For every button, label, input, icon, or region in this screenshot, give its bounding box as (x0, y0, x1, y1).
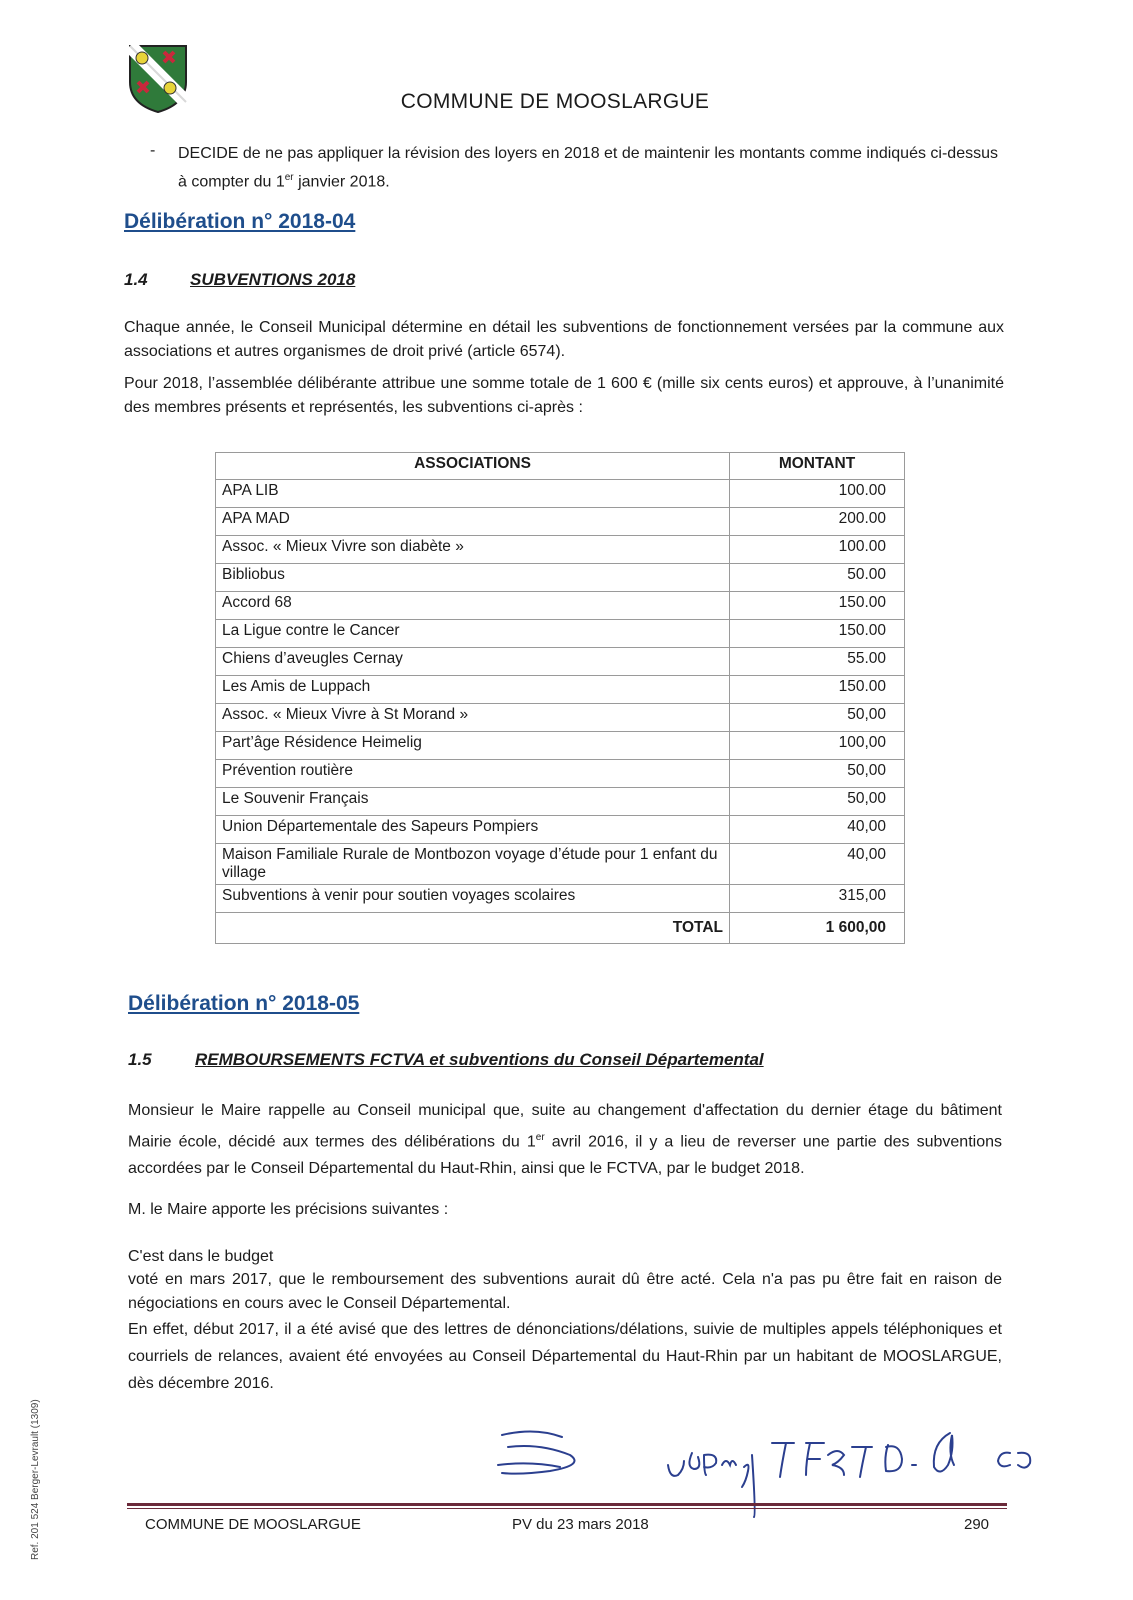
association-name-cell: Part’âge Résidence Heimelig (216, 732, 730, 760)
table-row (216, 844, 905, 885)
side-reference: Ref. 201 524 Berger-Levrault (1309) (30, 1399, 41, 1560)
paragraph-budget-rest: voté en mars 2017, que le remboursement des subventions aurait dû être acté. Cela n'a pas pu être fait en raison de négociations en cours avec le Conseil Départemental. (128, 1271, 1002, 1312)
table-row (216, 536, 905, 564)
table-row (216, 564, 905, 592)
footer-rule-thin (127, 1508, 1007, 1509)
bullet-dash: - (150, 142, 156, 159)
column-header-associations: ASSOCIATIONS (216, 453, 730, 480)
association-name-cell: Assoc. « Mieux Vivre à St Morand » (216, 704, 730, 732)
deliberation-heading-2018-05: Délibération n° 2018-05 (128, 992, 360, 1015)
amount-cell: 100.00 (730, 536, 905, 564)
page-header-title: COMMUNE DE MOOSLARGUE (400, 90, 710, 113)
association-name-cell: Le Souvenir Français (216, 788, 730, 816)
table-row (216, 885, 905, 913)
subventions-table (215, 452, 905, 944)
association-name-cell: APA MAD (216, 508, 730, 536)
amount-cell: 55.00 (730, 648, 905, 676)
amount-cell: 40,00 (730, 816, 905, 844)
association-name-cell: Chiens d’aveugles Cernay (216, 648, 730, 676)
association-name-cell: Prévention routière (216, 760, 730, 788)
paragraph-budget-line1: C'est dans le budget (128, 1248, 274, 1265)
association-name-cell: La Ligue contre le Cancer (216, 620, 730, 648)
table-row (216, 508, 905, 536)
association-name-cell: Accord 68 (216, 592, 730, 620)
association-name-cell: Subventions à venir pour soutien voyages scolaires (216, 885, 730, 913)
table-row (216, 760, 905, 788)
amount-cell: 150.00 (730, 620, 905, 648)
table-row (216, 676, 905, 704)
association-name-cell: Les Amis de Luppach (216, 676, 730, 704)
association-name-cell: Union Départementale des Sapeurs Pompiers (216, 816, 730, 844)
table-body (216, 480, 905, 913)
association-name-cell: APA LIB (216, 480, 730, 508)
amount-cell: 100,00 (730, 732, 905, 760)
footer-pv-date: PV du 23 mars 2018 (512, 1516, 649, 1533)
amount-cell: 150.00 (730, 592, 905, 620)
table-total-row (216, 913, 905, 944)
table-header-row (216, 453, 905, 480)
amount-cell: 50,00 (730, 704, 905, 732)
table-row (216, 732, 905, 760)
footer-page-number: 290 (964, 1516, 990, 1533)
total-amount: 1 600,00 (730, 913, 905, 944)
amount-cell: 50.00 (730, 564, 905, 592)
footer-commune: COMMUNE DE MOOSLARGUE (145, 1516, 361, 1533)
association-name-cell: Maison Familiale Rurale de Montbozon voyage d’étude pour 1 enfant du village (216, 844, 730, 885)
association-name-cell: Assoc. « Mieux Vivre son diabète » (216, 536, 730, 564)
paragraph-maire-rappelle: Monsieur le Maire rappelle au Conseil municipal que, suite au changement d'affectation du dernier étage du bâtiment Mairie école, décidé aux termes des délibérations du 1er avril 2016, il y a lieu de reverser une partie des subventions accordées par le Conseil Départemental du Haut-Rhin, ainsi que le FCTVA, par le budget 2018. (128, 1102, 1002, 1178)
amount-cell: 50,00 (730, 788, 905, 816)
association-name-cell: Bibliobus (216, 564, 730, 592)
paragraph-en-effet: En effet, début 2017, il a été avisé que des lettres de dénonciations/délations, suivie de multiples appels téléphoniques et courriels de relances, avaient été envoyées au Conseil Départemental du Haut-Rhin par un habitant de MOOSLARGUE, dès décembre 2016. (128, 1321, 1002, 1392)
table-row (216, 816, 905, 844)
amount-cell: 315,00 (730, 885, 905, 913)
table-row (216, 592, 905, 620)
column-header-montant: MONTANT (730, 453, 905, 480)
amount-cell: 40,00 (730, 844, 905, 885)
table-row (216, 648, 905, 676)
paragraph-subventions-intro: Chaque année, le Conseil Municipal détermine en détail les subventions de fonctionnement versées par la commune aux associations et autres organismes de droit privé (article 6574). (124, 319, 1004, 360)
section-number-1-5: 1.5 (128, 1050, 152, 1069)
table-row (216, 704, 905, 732)
total-label: TOTAL (216, 913, 730, 944)
table-row (216, 480, 905, 508)
deliberation-heading-2018-04: Délibération n° 2018-04 (124, 210, 356, 233)
section-title-subventions: SUBVENTIONS 2018 (190, 270, 356, 289)
table-row (216, 788, 905, 816)
footer-rule-thick (127, 1503, 1007, 1506)
amount-cell: 50,00 (730, 760, 905, 788)
section-number-1-4: 1.4 (124, 270, 148, 289)
amount-cell: 150.00 (730, 676, 905, 704)
table-row (216, 620, 905, 648)
paragraph-precisions: M. le Maire apporte les précisions suivantes : (128, 1201, 449, 1218)
section-title-remboursements: REMBOURSEMENTS FCTVA et subventions du Conseil Départemental (195, 1050, 764, 1069)
intro-bullet-text: DECIDE de ne pas appliquer la révision des loyers en 2018 et de maintenir les montants comme indiqués ci-dessus à compter du 1er janvier 2018. (178, 145, 998, 191)
amount-cell: 200.00 (730, 508, 905, 536)
paragraph-subventions-total: Pour 2018, l’assemblée délibérante attribue une somme totale de 1 600 € (mille six cents euros) et approuve, à l’unanimité des membres présents et représentés, les subventions ci-après : (124, 375, 1004, 416)
amount-cell: 100.00 (730, 480, 905, 508)
